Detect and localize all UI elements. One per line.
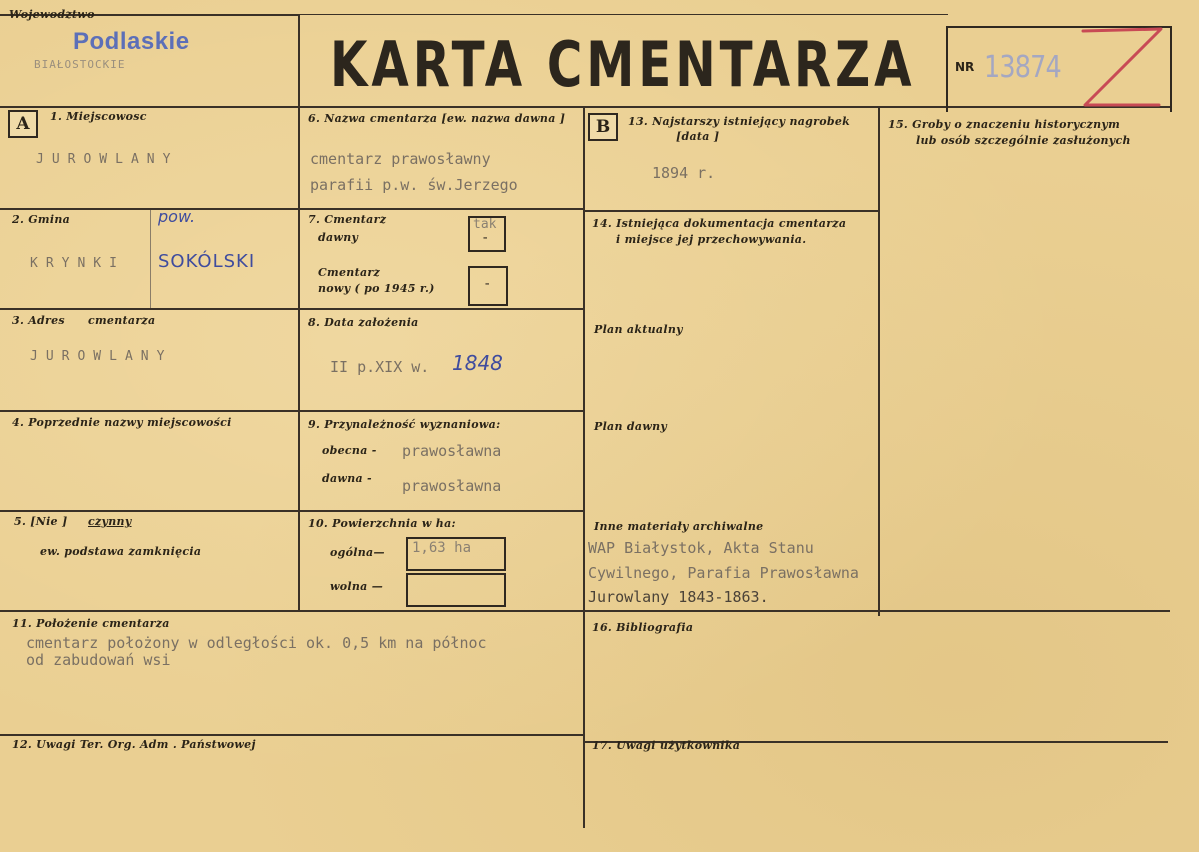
field-14-other-line3: Jurowlany 1843-1863. <box>588 588 769 606</box>
field-14-label-a: 14. Istniejąca dokumentacja cmentarza <box>592 217 847 230</box>
voivodeship-old-value: BIAŁOSTOCKIE <box>34 58 126 71</box>
rule-row3 <box>0 410 583 412</box>
rule-col2 <box>583 106 585 828</box>
field-5-label-b: czynny <box>88 515 132 528</box>
field-6-value-line2: parafii p.w. św.Jerzego <box>310 176 518 194</box>
page-title: KARTA CMENTARZA <box>330 28 916 101</box>
field-2-value: KRYNKI <box>30 256 125 271</box>
voivodeship-stamp: Podlaskie <box>73 28 190 55</box>
field-8-label: 8. Data założenia <box>308 316 419 329</box>
field-9-current-label: obecna - <box>322 444 377 457</box>
field-16-label: 16. Bibliografia <box>592 621 694 634</box>
field-7-label-old-a: 7. Cmentarz <box>308 213 387 226</box>
field-17-label: 17. Uwagi użytkownika <box>592 739 741 752</box>
field-13-value: 1894 r. <box>652 164 716 182</box>
field-6-value-line1: cmentarz prawosławny <box>310 150 491 168</box>
field-7-label-old-b: dawny <box>318 231 359 244</box>
field-14-other-line2: Cywilnego, Parafia Prawosławna <box>588 564 859 582</box>
field-10-free-box <box>406 573 506 607</box>
field-15-label-b: lub osób szczególnie zasłużonych <box>916 134 1131 147</box>
rule-b-row <box>583 210 878 212</box>
field-13-label-b: [data ] <box>676 130 720 143</box>
field-12-label: 12. Uwagi Ter. Org. Adm . Państwowej <box>12 738 256 751</box>
field-9-former-label: dawna - <box>322 472 372 485</box>
rule-row1 <box>0 208 583 210</box>
field-15-label-a: 15. Groby o znaczeniu historycznym <box>888 118 1121 131</box>
field-2-hand-pow: pow. <box>158 207 196 226</box>
field-7-old-value: tak <box>473 217 497 232</box>
field-14-other-line1: WAP Białystok, Akta Stanu <box>588 539 814 557</box>
field-7-label-new-a: Cmentarz <box>318 266 381 279</box>
rule-row6 <box>0 734 583 736</box>
field-9-label: 9. Przynależność wyznaniowa: <box>308 418 501 431</box>
section-b-badge: B <box>588 113 618 141</box>
rule-row5 <box>0 610 1170 612</box>
nr-label: NR <box>955 60 975 74</box>
field-14-plan-current: Plan aktualny <box>594 323 683 336</box>
field-8-hand-year: 1848 <box>452 351 503 375</box>
rule-col1 <box>298 14 300 611</box>
field-7-label-new-b: nowy ( po 1945 r.) <box>318 282 435 295</box>
field-8-value: II p.XIX w. <box>330 358 430 376</box>
nr-value: 13874 <box>984 50 1061 85</box>
field-1-label: 1. Miejscowosc <box>50 110 147 123</box>
red-pencil-mark <box>1075 25 1167 113</box>
field-9-current-value: prawosławna <box>402 442 502 460</box>
field-11-value-line1: cmentarz położony w odległości ok. 0,5 km na północ <box>26 634 487 652</box>
field-14-other-label: Inne materiały archiwalne <box>594 520 764 533</box>
field-3-label-a: 3. Adres <box>12 314 65 327</box>
field-14-plan-former: Plan dawny <box>594 420 668 433</box>
field-11-value-line2: od zabudowań wsi <box>26 651 171 669</box>
field-5-label-c: ew. podstawa zamknięcia <box>40 545 202 558</box>
field-7-new-dash: - <box>483 276 492 292</box>
field-6-label: 6. Nazwa cmentarza [ew. nazwa dawna ] <box>308 112 566 125</box>
field-10-free-label: wolna — <box>330 580 384 593</box>
field-2-hand-county: SOKÓLSKI <box>158 251 256 272</box>
field-1-value: JUROWLANY <box>36 152 179 167</box>
voivodeship-label: Wojewodztwo <box>9 8 95 21</box>
rule-row4 <box>0 510 583 512</box>
rule-row2 <box>0 308 583 310</box>
section-a-badge: A <box>8 110 38 138</box>
rule-gmina-split <box>150 208 151 308</box>
field-10-total-label: ogólna— <box>330 546 385 559</box>
field-11-label: 11. Położenie cmentarza <box>12 617 170 630</box>
field-3-label-b: cmentarza <box>88 314 156 327</box>
field-9-former-value: prawosławna <box>402 477 502 495</box>
field-10-total-value: 1,63 ha <box>412 540 472 556</box>
field-2-label: 2. Gmina <box>12 213 71 226</box>
field-7-old-dash: - <box>481 230 490 246</box>
field-10-label: 10. Powierzchnia w ha: <box>308 517 456 530</box>
field-14-label-b: i miejsce jej przechowywania. <box>616 233 807 246</box>
rule-top-right <box>300 14 948 15</box>
field-3-value: JUROWLANY <box>30 349 173 364</box>
field-5-label-a: 5. [Nie ] <box>14 515 68 528</box>
field-4-label: 4. Poprzednie nazwy miejscowości <box>12 416 232 429</box>
field-13-label-a: 13. Najstarszy istniejący nagrobek <box>628 115 851 128</box>
rule-col3 <box>878 106 880 616</box>
